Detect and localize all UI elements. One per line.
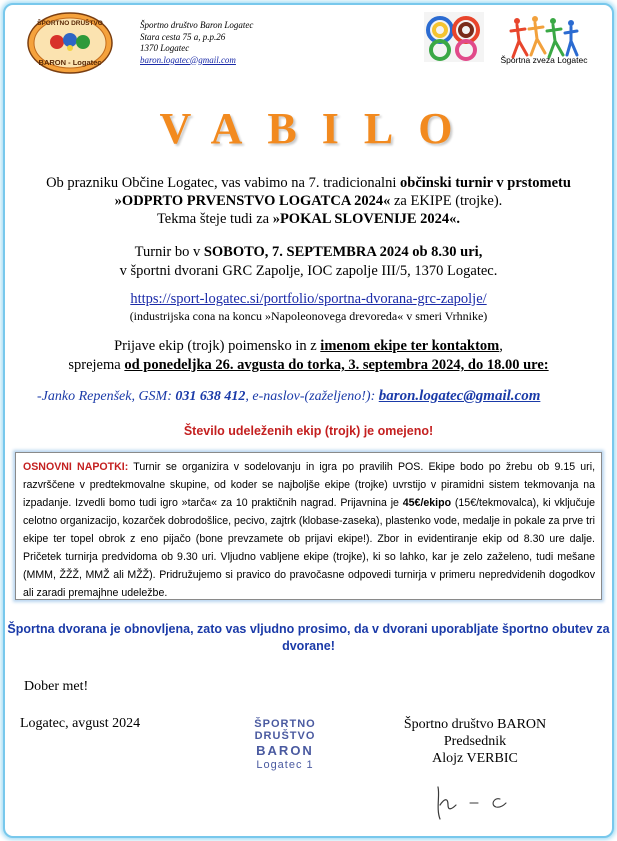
club-logo (27, 12, 113, 74)
stamp-line-3: Logatec 1 (256, 759, 314, 771)
basic-notes-part-2: (15€/tekmovalca), ki vključuje celotno organizacijo, kozarček dobrodošlice, pecivo, zajtrk (klobase-zaseka), plastenko vode, medalje in pokale za prve tri ekipe ter topel obrok z eno pijačo (bone prevzamete ob prijavi ekipe!). Zbor in evidentiranje ekip od 8.30 ure dalje. Pričetek turnirja predvidoma ob 9.30 uri. Vljudno vabljene ekipe (trojke), ki so lahko, kar je zelo zaželeno, tudi mešane (MMM, ŽŽŽ, MMŽ ali MŽŽ). Pridružujemo si pravico do pravočasne odpovedi turnirja v primeru nepredvidenih dogodkov ali zaradi premajhne udeležbe. (23, 497, 595, 599)
registration-line-1 (0, 337, 617, 355)
club-logo-text-bottom: BARON - Logatec (38, 58, 102, 67)
signatory-role: Predsednik (443, 734, 507, 749)
venue-url-line (0, 290, 617, 308)
intro-line-3-bold: »POKAL SLOVENIJE 2024«. (272, 211, 461, 227)
venue-url-link[interactable]: https://sport-logatec.si/portfolio/sportna-dvorana-grc-zapolje/ (130, 291, 487, 307)
greeting: Dober met! (24, 679, 89, 694)
club-stamp (230, 718, 340, 771)
signatory-name: Alojz VERBIC (432, 751, 518, 766)
page-title: VABILO (159, 104, 478, 153)
entry-fee: 45€/ekipo (402, 497, 452, 509)
registration-line-1-bold: imenom ekipe ter kontaktom (320, 338, 500, 354)
intro-line-3 (0, 210, 617, 228)
registration-line-2-text: sprejema (68, 357, 125, 373)
intro-line-2-text: za EKIPE (trojke). (390, 193, 503, 209)
contact-middle: , e-naslov-(zaželjeno!): (245, 389, 379, 404)
contact-name: -Janko Repenšek, GSM: (37, 389, 176, 404)
stamp-line-2: BARON (256, 743, 314, 758)
event-line-1 (0, 243, 617, 261)
basic-notes-part-1: Turnir se organizira v sodelovanju in igra po pravilih POS. Ekipe bodo po žrebu ob 9.15 uri, razvrščene v predtekmovalne skupine, od koder se najboljše ekipe (trojke) uvrstijo v piramidni sistem tekmovanja na izpadanje. Izvedli bomo tudi igro »tarča« za 10 praktičnih nagrad. Prijavnina je (23, 461, 596, 509)
intro-line-1-bold: občinski turnir v prstometu (400, 175, 571, 191)
rings-logo (424, 12, 484, 62)
signatory-org: Športno društvo BARON (403, 717, 547, 732)
contact-line (37, 388, 540, 405)
basic-notes-box (15, 452, 602, 600)
intro-line-1-text: Ob prazniku Občine Logatec, vas vabimo na 7. tradicionalni (46, 175, 400, 191)
registration-line-2 (0, 356, 617, 374)
intro-line-3-text: Tekma šteje tudi za (156, 211, 273, 227)
event-line-2: v športni dvorani GRC Zapolje, IOC zapolje III/5, 1370 Logatec. (119, 263, 498, 279)
club-name: Športno društvo Baron Logatec (140, 20, 254, 30)
event-line-1-text: Turnir bo v (134, 244, 204, 260)
intro-line-1 (0, 174, 617, 192)
registration-period: od ponedeljka 26. avgusta do torka, 3. septembra 2024, do 18.00 ure: (124, 357, 549, 373)
event-date: SOBOTO, 7. SEPTEMBRA 2024 ob 8.30 uri, (203, 244, 483, 260)
contact-phone: 031 638 412 (175, 389, 246, 404)
club-logo-text-top: ŠPORTNO DRUŠTVO (37, 20, 103, 27)
registration-line-1-suffix: , (499, 338, 503, 354)
club-email-link[interactable]: baron.logatec@gmail.com (140, 54, 236, 65)
club-address-block (140, 20, 253, 66)
club-city: 1370 Logatec (140, 43, 190, 53)
intro-line-2-bold: »ODPRTO PRVENSTVO LOGATCA 2024« (114, 193, 391, 209)
intro-line-2 (0, 192, 617, 210)
registration-line-1-text: Prijave ekip (trojk) poimensko in z (114, 338, 321, 354)
contact-email-link[interactable]: baron.logatec@gmail.com (378, 388, 541, 404)
handwritten-signature (430, 775, 530, 825)
basic-notes-text (23, 458, 595, 602)
venue-note: (industrijska cona na koncu »Napoleonovega drevoreda« v smeri Vrhnike) (129, 309, 488, 323)
renovation-notice: Športna dvorana je obnovljena, zato vas vljudno prosimo, da v dvorani uporabljate športno obutev za dvorane! (7, 622, 610, 653)
basic-notes-lead: OSNOVNI NAPOTKI: (23, 461, 129, 473)
stamp-line-1: ŠPORTNO DRUŠTVO (254, 718, 316, 742)
place-date: Logatec, avgust 2024 (20, 716, 141, 731)
club-address: Stara cesta 75 a, p.p.26 (140, 31, 226, 42)
federation-label: Športna zveza Logatec (500, 55, 588, 65)
team-limit-notice: Število udeleženih ekip (trojk) je omejeno! (183, 424, 434, 438)
signatory-block (390, 716, 560, 767)
